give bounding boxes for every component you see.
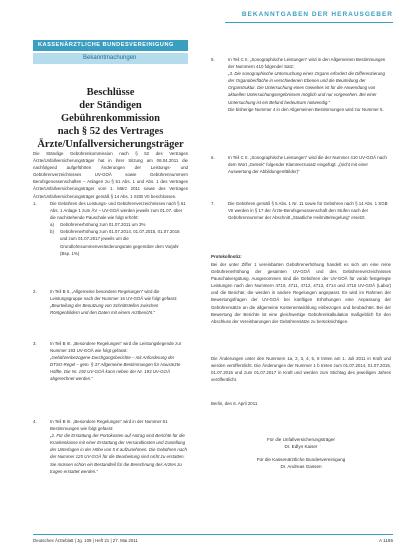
- list-item: [33, 288, 188, 328]
- item-quote: „2. Für die Erstattung der Portokosten auf Antrag sind Berichte für die Krankenkasse mit einer Erstattung der Versandkosten und Zustellung der Unterlagen in der Höhe von 5 € aufzunehmen. Die Gebühren nach der Nummer 125 UV-GOÄ für die Bearbeitung sind nicht zu erstatten. Sie müssen schon ein Bestandteil für die Berechnung des Arztes zu tragen erstattet werden.“: [50, 433, 187, 474]
- title-line: Beschlüsse: [86, 87, 135, 98]
- section-title: BEKANNTGABEN DER HERAUSGEBER: [241, 11, 393, 18]
- list-item: [211, 200, 391, 245]
- footer-citation: Deutsches Ärzteblatt | Jg. 108 | Heft 21 | 27. Mai 2011: [33, 538, 138, 543]
- note-paragraph: Bei der unter Ziffer 1 vereinbarten Gebührenerhöhung handelt es sich um eine reine Gebührenerhöhung der gesamten UV-GOÄ und des Gebührenverzeichnisses Pauschalvergütung. Ausgenommen sind die Gebühren der UV-GOÄ für vorab festgelegte Leistungen nach den Nummern 4710, 4711, 4712, 4713, 4714 und 4715 UV-GOÄ (Labor) und die Berichte; die werden in andere Regelungen angepasst. Es wird im Rahmen der Bewertungsfragen der UV-GOÄ bei künftigen Erhöhungen eine Anpassung der Gebührensätze an die allgemeine Kostenentwicklung einbezogen und beobachtet. Bei der Bewertung der Berichte ist eine gleichwertige Gebührenkalkulation maßgeblich für den Abschluss der Vereinbarungen der Gebührensätze zu berücksichtigen.: [211, 262, 391, 324]
- signature-block: [211, 436, 391, 471]
- signature-name: Dr. Andreas Gassen: [280, 464, 322, 470]
- page-title: [33, 86, 188, 151]
- item-text: Die Gebühren des Leistungs- und Gebührenverzeichnisses nach § 51 Abs. 1 Anlage 1 zum ÄV – UV-GOÄ werden jeweils zum 01.07. über die nachstehende Pauschale wie folgt erhöht:: [50, 201, 186, 221]
- item-number: 3.: [33, 341, 37, 346]
- title-line: der Ständigen Gebührenkommission: [61, 100, 160, 124]
- signature-org: Für die Unfallversicherungsträger: [267, 437, 335, 442]
- item-number: 5.: [211, 57, 215, 62]
- footer-rule: [33, 534, 393, 535]
- effective-dates-paragraph: Die Änderungen unter den Nummern 1a, 2, 3, 4, 5, 6 treten am 1. Juli 2011 in Kraft und werden veröffentlicht. Die Änderungen der Nummer 1 b treten zum 01.07.2014, 01.07.2015, 01.07.2016 und zum 01.07.2017 in Kraft und werden zum Stichtag des jeweiligen Jahres veröffentlicht.: [211, 356, 391, 383]
- item-number: 1.: [33, 201, 37, 206]
- title-line: Ärzte/Unfallversicherungsträger: [37, 139, 184, 150]
- organization-banner: KASSENÄRZTLICHE BUNDESVEREINIGUNG: [33, 40, 188, 51]
- item-text: In Teil C II. „Sonographische Leistungen“ wird in den Allgemeinen Bestimmungen der Nummern 410 folgender Satz:: [228, 57, 386, 70]
- sub-item-text: Gebührenerhöhung zum 01.07.2014, 01.07.2015, 01.07.2016 und zum 01.07.2017 jeweils um die Grundlohnsummenveränderungsrate gegenüber dem Vorjahr (Bsp. 1%): [60, 229, 180, 256]
- signature-org: Für die Kassenärztliche Bundesvereinigung: [256, 456, 346, 462]
- subsection-banner: Bekanntmachungen: [33, 53, 188, 64]
- item-text: In Teil C II. „Sonographische Leistungen“ wird die der Nummer 410 UV-GOÄ nach dem Wort „Gelenk“ folgender Klammerzusatz eingefügt: „(nicht mit einer Auswertung der Abbildungen/Bilder)“: [228, 155, 387, 175]
- page-number: A 1165: [379, 538, 393, 543]
- item-text: In Teil B III. „Besondere Regelungen“ wird die Leistungslegende zur Nummer 193 UV-GOÄ wie folgt gefasst:: [50, 341, 182, 354]
- list-item: [33, 418, 188, 518]
- signature-name: Dr. Edlyn Kaiser: [284, 444, 318, 450]
- item-number: 6.: [211, 155, 215, 160]
- title-line: nach § 52 des Vertrages: [57, 126, 164, 137]
- sub-item-label: a): [50, 222, 54, 228]
- sub-item-text: Gebührenerhöhung zum 01.07.2011 um 3%: [60, 222, 146, 228]
- sub-item-label: b): [50, 229, 54, 235]
- note-heading: Protokollnotiz:: [211, 254, 242, 259]
- item-text: In Teil B II. „Allgemeine besondere Regelungen“ wird die Leistungsgruppe nach der Nummer 16 UV-GOÄ wie folgt gefasst:: [50, 289, 178, 302]
- sub-item: [50, 221, 188, 228]
- list-item: [211, 56, 391, 146]
- list-item: [211, 154, 391, 194]
- sub-item: [50, 228, 188, 256]
- item-quote: „3. Die sonographische Untersuchung eines Organs erfordert die Differenzierung der Organoberfläche in verschiedenen Ebenen und die Beurteilung der Organstruktur. Die Untersuchung eines Gewebes ist für die Anwendung von aktuellen Untersuchungsergebnissen möglich und nur vorgesehen. Bei einer Untersuchung ist ein Befund bedeutsam notwendig.“: [228, 71, 385, 105]
- item-number: 4.: [33, 419, 37, 424]
- list-item: [33, 340, 188, 395]
- item-note: Die bisherige Nummer 4 in den Allgemeinen Bestimmungen wird zur Nummer 5.: [228, 106, 384, 112]
- header-rule: [225, 22, 393, 23]
- item-number: 2.: [33, 289, 37, 294]
- place-date: Berlin, den 6. April 2011: [211, 401, 258, 406]
- item-number: 7.: [211, 201, 215, 206]
- item-quote: „Beurteilung der Benutzung von Schnittstellen zwischen Röntgenbildern und den Daten mit einem Arztbericht.“: [50, 303, 159, 316]
- item-quote: „Gebührenbezogene Durchgangsberichte – mit Anforderung der DTSO-Regel – gem. § 37 Allgemeine Bestimmungen für Hausärzte Hälfte. Die Nr. 192 UV-GOÄ kann neben der Nr. 193 UV-GOÄ abgerechnet werden.“: [50, 355, 181, 382]
- list-item: [33, 200, 188, 270]
- item-text: Die Gebühren gemäß § 5 Abs. 1 Nr. 11 sowie für Gebühren nach § 14 Abs. 1 SGB VII werden in § 17 der Ärzte-Berufsgenossenschaft den Stufen nach der Gebührennummer der Abschnitt „Staatliche Heilmittelregelung“ ersetzt.: [228, 201, 388, 221]
- intro-paragraph: Die Ständige Gebührenkommission nach § 52 des Vertrages Ärzte/Unfallversicherungsträger hat in ihrer Sitzung am 06.04.2011 die nachfolgend aufgeführten Änderungen der Leistungs- und Gebührenverzeichnisses UV-GOÄ sowie Gebührennummern Berufsgenossenschaften – Anlagen zu § 51 Abs. 1 und Abs. 1 des Vertrages Ärzte/Unfallversicherungsträger vom 1. März 2011 sowie des Vertrages Ärzte/Unfallversicherungsträger gemäß § 14 Abs. 1 SGB VII beschlossen.: [33, 151, 188, 199]
- item-text: In Teil B III. „Besondere Regelungen“ wird in der Nummer 61 Bestimmungen wie folgt gefasst:: [50, 419, 168, 432]
